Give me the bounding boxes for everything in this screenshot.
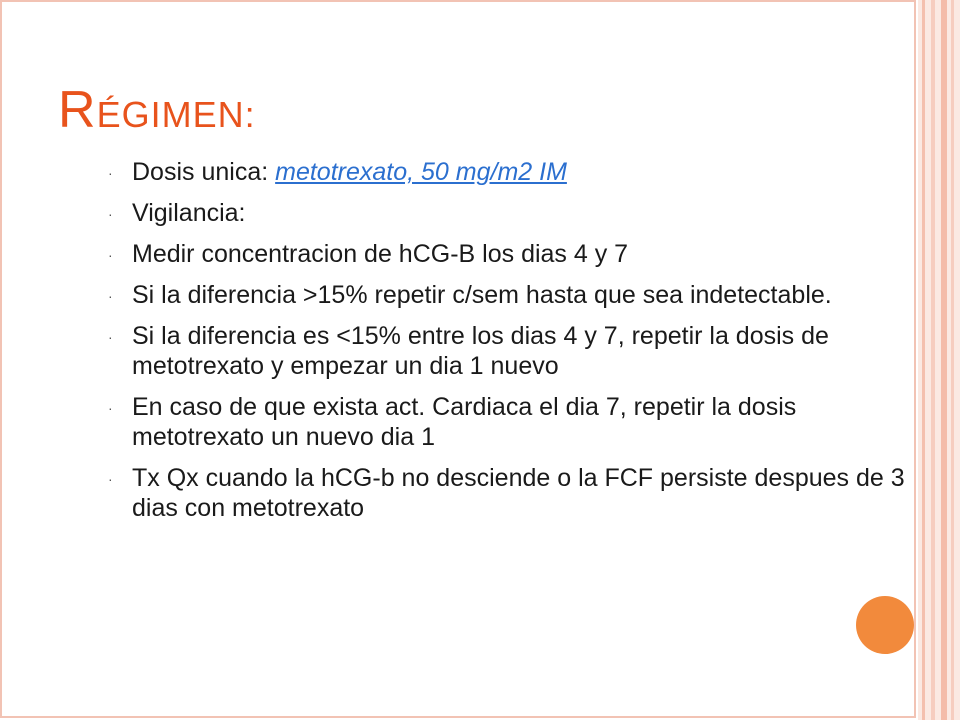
list-item	[108, 321, 908, 381]
decorative-circle	[856, 596, 914, 654]
bullet-icon: ·	[108, 165, 113, 181]
bullet-prefix: Dosis unica:	[132, 158, 276, 186]
list-item	[108, 463, 908, 523]
title-rest: ÉGIMEN:	[96, 94, 256, 135]
list-item	[108, 392, 908, 452]
bullet-icon: ·	[108, 471, 113, 487]
bullet-text: Tx Qx cuando la hCG-b no desciende o la FCF persiste despues de 3 dias con metotrexato	[132, 464, 905, 522]
bullet-text: En caso de que exista act. Cardiaca el dia 7, repetir la dosis metotrexato un nuevo dia 1	[132, 393, 797, 451]
list-item	[108, 198, 908, 228]
stripe	[941, 0, 947, 720]
bullet-text: Medir concentracion de hCG-B los dias 4 y 7	[132, 240, 629, 268]
bullet-icon: ·	[108, 206, 113, 222]
drug-link[interactable]: metotrexato, 50 mg/m2 IM	[275, 158, 567, 186]
list-item	[108, 157, 908, 187]
bullet-text: Si la diferencia es <15% entre los dias 4 y 7, repetir la dosis de metotrexato y empezar un dia 1 nuevo	[132, 322, 829, 380]
bullet-text: Vigilancia:	[132, 199, 246, 227]
bullet-icon: ·	[108, 329, 113, 345]
list-item	[108, 239, 908, 269]
stripe	[931, 0, 935, 720]
stripe	[922, 0, 925, 720]
stripe	[951, 0, 954, 720]
list-item	[108, 280, 908, 310]
bullet-icon: ·	[108, 288, 113, 304]
bullet-text: Si la diferencia >15% repetir c/sem hasta que sea indetectable.	[132, 281, 832, 309]
bullet-icon: ·	[108, 247, 113, 263]
slide-title	[58, 80, 256, 140]
bullet-list	[108, 157, 908, 534]
title-first-letter: R	[58, 81, 97, 139]
bullet-icon: ·	[108, 400, 113, 416]
